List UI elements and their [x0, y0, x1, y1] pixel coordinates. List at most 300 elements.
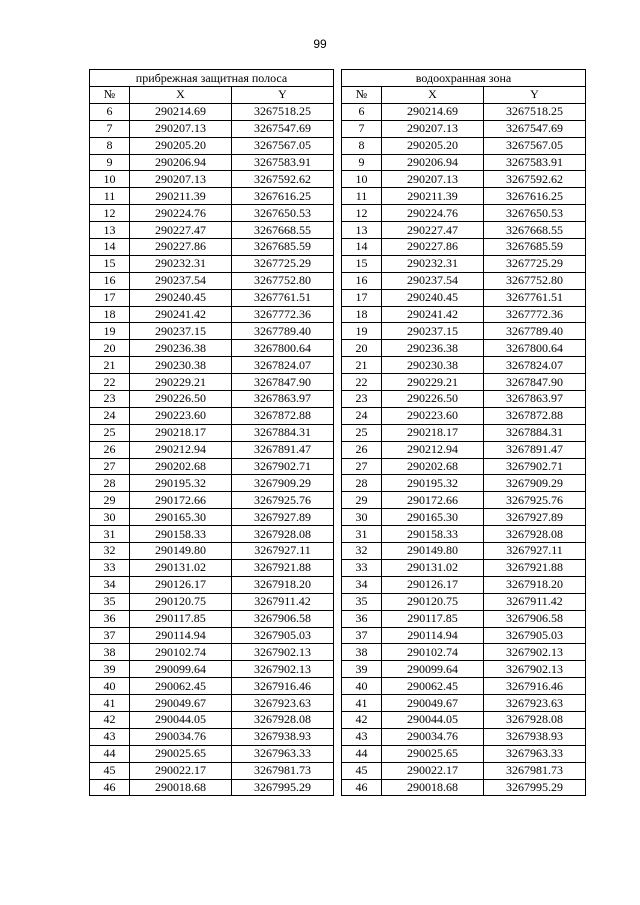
table-row [341, 289, 585, 306]
cell-number: 45 [341, 762, 381, 779]
table-row [341, 137, 585, 154]
table-row [341, 272, 585, 289]
cell-number: 10 [90, 171, 130, 188]
cell-number: 14 [90, 239, 130, 256]
cell-x: 290218.17 [130, 424, 232, 441]
table-row [341, 593, 585, 610]
cell-x: 290224.76 [381, 205, 483, 222]
cell-x: 290207.13 [381, 171, 483, 188]
cell-x: 290102.74 [381, 644, 483, 661]
table-row [341, 762, 585, 779]
cell-y: 3267547.69 [483, 120, 585, 137]
cell-x: 290240.45 [130, 289, 232, 306]
table-row [90, 559, 334, 576]
table-row [341, 458, 585, 475]
table-row [90, 492, 334, 509]
table-row [90, 644, 334, 661]
cell-number: 30 [341, 509, 381, 526]
cell-x: 290223.60 [130, 407, 232, 424]
table-row [90, 475, 334, 492]
table-row [90, 103, 334, 120]
cell-y: 3267925.76 [483, 492, 585, 509]
table-row [341, 323, 585, 340]
cell-x: 290044.05 [381, 711, 483, 728]
table-row [90, 374, 334, 391]
cell-number: 44 [90, 745, 130, 762]
cell-x: 290236.38 [381, 340, 483, 357]
cell-number: 38 [90, 644, 130, 661]
cell-y: 3267938.93 [232, 728, 334, 745]
cell-y: 3267891.47 [483, 441, 585, 458]
cell-y: 3267916.46 [483, 678, 585, 695]
cell-x: 290049.67 [381, 695, 483, 712]
cell-x: 290062.45 [381, 678, 483, 695]
cell-x: 290195.32 [130, 475, 232, 492]
table-row [90, 306, 334, 323]
cell-number: 30 [90, 509, 130, 526]
cell-number: 16 [341, 272, 381, 289]
cell-number: 19 [90, 323, 130, 340]
cell-y: 3267847.90 [232, 374, 334, 391]
table-row [341, 441, 585, 458]
cell-y: 3267685.59 [483, 239, 585, 256]
cell-number: 20 [90, 340, 130, 357]
cell-y: 3267872.88 [232, 407, 334, 424]
cell-x: 290018.68 [130, 779, 232, 796]
cell-y: 3267902.71 [232, 458, 334, 475]
cell-number: 13 [341, 222, 381, 239]
cell-x: 290236.38 [130, 340, 232, 357]
water-protection-zone-table [341, 69, 586, 796]
cell-x: 290062.45 [130, 678, 232, 695]
cell-number: 26 [90, 441, 130, 458]
cell-number: 22 [90, 374, 130, 391]
cell-x: 290237.54 [381, 272, 483, 289]
table-row [341, 205, 585, 222]
column-header-y: Y [232, 87, 334, 104]
cell-x: 290158.33 [381, 526, 483, 543]
cell-x: 290205.20 [381, 137, 483, 154]
cell-number: 24 [341, 407, 381, 424]
cell-y: 3267927.89 [483, 509, 585, 526]
cell-number: 21 [341, 357, 381, 374]
cell-number: 42 [90, 711, 130, 728]
cell-y: 3267911.42 [483, 593, 585, 610]
column-header-number: № [90, 87, 130, 104]
cell-y: 3267650.53 [483, 205, 585, 222]
cell-x: 290099.64 [381, 661, 483, 678]
cell-number: 28 [341, 475, 381, 492]
table-row [90, 458, 334, 475]
cell-number: 43 [90, 728, 130, 745]
cell-x: 290230.38 [381, 357, 483, 374]
cell-y: 3267752.80 [483, 272, 585, 289]
cell-x: 290240.45 [381, 289, 483, 306]
cell-number: 20 [341, 340, 381, 357]
cell-number: 17 [90, 289, 130, 306]
table-row [90, 171, 334, 188]
cell-x: 290126.17 [130, 576, 232, 593]
table-row [341, 627, 585, 644]
cell-x: 290207.13 [130, 171, 232, 188]
cell-x: 290229.21 [381, 374, 483, 391]
table-row [90, 610, 334, 627]
cell-x: 290018.68 [381, 779, 483, 796]
cell-y: 3267872.88 [483, 407, 585, 424]
cell-y: 3267583.91 [483, 154, 585, 171]
cell-x: 290214.69 [130, 103, 232, 120]
cell-y: 3267800.64 [232, 340, 334, 357]
table-row [90, 239, 334, 256]
cell-number: 14 [341, 239, 381, 256]
cell-x: 290224.76 [130, 205, 232, 222]
cell-number: 40 [341, 678, 381, 695]
cell-number: 41 [90, 695, 130, 712]
cell-number: 27 [341, 458, 381, 475]
cell-number: 34 [90, 576, 130, 593]
cell-y: 3267902.13 [483, 644, 585, 661]
table-row [90, 762, 334, 779]
cell-y: 3267905.03 [483, 627, 585, 644]
table-row [341, 678, 585, 695]
cell-y: 3267906.58 [232, 610, 334, 627]
table-row [341, 576, 585, 593]
table-row [90, 526, 334, 543]
cell-x: 290034.76 [381, 728, 483, 745]
cell-number: 40 [90, 678, 130, 695]
cell-number: 23 [90, 391, 130, 408]
table-row [341, 154, 585, 171]
cell-number: 45 [90, 762, 130, 779]
table-row [341, 661, 585, 678]
table-title-row [341, 70, 585, 87]
cell-y: 3267911.42 [232, 593, 334, 610]
coastal-protection-strip-table [89, 69, 334, 796]
cell-x: 290049.67 [130, 695, 232, 712]
cell-y: 3267918.20 [483, 576, 585, 593]
cell-number: 41 [341, 695, 381, 712]
cell-y: 3267925.76 [232, 492, 334, 509]
cell-number: 42 [341, 711, 381, 728]
cell-y: 3267902.71 [483, 458, 585, 475]
table-row [90, 391, 334, 408]
cell-number: 10 [341, 171, 381, 188]
cell-y: 3267824.07 [483, 357, 585, 374]
cell-number: 35 [90, 593, 130, 610]
cell-x: 290149.80 [381, 543, 483, 560]
cell-number: 15 [341, 255, 381, 272]
cell-y: 3267789.40 [483, 323, 585, 340]
table-row [341, 306, 585, 323]
cell-y: 3267891.47 [232, 441, 334, 458]
table-row [90, 222, 334, 239]
table-title: водоохранная зона [341, 70, 585, 87]
cell-x: 290120.75 [381, 593, 483, 610]
cell-number: 33 [341, 559, 381, 576]
cell-number: 31 [341, 526, 381, 543]
cell-number: 12 [90, 205, 130, 222]
cell-number: 33 [90, 559, 130, 576]
cell-x: 290241.42 [381, 306, 483, 323]
cell-x: 290102.74 [130, 644, 232, 661]
cell-x: 290120.75 [130, 593, 232, 610]
cell-number: 17 [341, 289, 381, 306]
column-header-x: X [130, 87, 232, 104]
cell-x: 290195.32 [381, 475, 483, 492]
cell-y: 3267928.08 [232, 711, 334, 728]
cell-x: 290165.30 [381, 509, 483, 526]
cell-y: 3267725.29 [483, 255, 585, 272]
cell-number: 11 [90, 188, 130, 205]
cell-x: 290131.02 [130, 559, 232, 576]
table-row [341, 255, 585, 272]
cell-x: 290237.15 [381, 323, 483, 340]
cell-number: 15 [90, 255, 130, 272]
cell-x: 290237.54 [130, 272, 232, 289]
cell-x: 290149.80 [130, 543, 232, 560]
cell-y: 3267927.11 [232, 543, 334, 560]
cell-y: 3267761.51 [483, 289, 585, 306]
cell-x: 290114.94 [381, 627, 483, 644]
cell-x: 290126.17 [381, 576, 483, 593]
table-row [90, 711, 334, 728]
cell-x: 290158.33 [130, 526, 232, 543]
cell-x: 290034.76 [130, 728, 232, 745]
cell-x: 290099.64 [130, 661, 232, 678]
cell-y: 3267921.88 [483, 559, 585, 576]
table-row [90, 509, 334, 526]
table-row [341, 526, 585, 543]
table-row [90, 728, 334, 745]
cell-y: 3267789.40 [232, 323, 334, 340]
table-header-row [90, 87, 334, 104]
cell-x: 290211.39 [130, 188, 232, 205]
table-row [90, 289, 334, 306]
table-row [341, 171, 585, 188]
table-row [90, 576, 334, 593]
table-row [341, 610, 585, 627]
coordinate-tables [89, 69, 586, 796]
table-row [90, 661, 334, 678]
cell-number: 16 [90, 272, 130, 289]
cell-y: 3267772.36 [483, 306, 585, 323]
cell-number: 21 [90, 357, 130, 374]
cell-y: 3267928.08 [483, 711, 585, 728]
cell-x: 290117.85 [130, 610, 232, 627]
cell-number: 12 [341, 205, 381, 222]
cell-y: 3267772.36 [232, 306, 334, 323]
table-row [341, 559, 585, 576]
cell-number: 39 [90, 661, 130, 678]
cell-x: 290202.68 [130, 458, 232, 475]
cell-number: 46 [90, 779, 130, 796]
cell-x: 290232.31 [381, 255, 483, 272]
cell-y: 3267995.29 [483, 779, 585, 796]
table-row [90, 543, 334, 560]
table-row [341, 695, 585, 712]
cell-y: 3267923.63 [483, 695, 585, 712]
cell-number: 26 [341, 441, 381, 458]
cell-number: 32 [90, 543, 130, 560]
cell-number: 38 [341, 644, 381, 661]
cell-x: 290206.94 [130, 154, 232, 171]
table-row [90, 695, 334, 712]
cell-x: 290227.86 [130, 239, 232, 256]
cell-number: 34 [341, 576, 381, 593]
cell-y: 3267863.97 [232, 391, 334, 408]
cell-number: 43 [341, 728, 381, 745]
cell-x: 290022.17 [130, 762, 232, 779]
cell-y: 3267616.25 [483, 188, 585, 205]
table-row [90, 272, 334, 289]
cell-y: 3267909.29 [232, 475, 334, 492]
cell-x: 290212.94 [130, 441, 232, 458]
cell-y: 3267927.11 [483, 543, 585, 560]
table-header-row [341, 87, 585, 104]
table-row [90, 441, 334, 458]
cell-number: 18 [90, 306, 130, 323]
cell-y: 3267928.08 [232, 526, 334, 543]
cell-number: 18 [341, 306, 381, 323]
cell-y: 3267905.03 [232, 627, 334, 644]
cell-number: 44 [341, 745, 381, 762]
cell-number: 23 [341, 391, 381, 408]
column-header-number: № [341, 87, 381, 104]
cell-y: 3267927.89 [232, 509, 334, 526]
cell-number: 35 [341, 593, 381, 610]
cell-x: 290227.47 [381, 222, 483, 239]
table-row [90, 357, 334, 374]
cell-x: 290230.38 [130, 357, 232, 374]
cell-number: 6 [341, 103, 381, 120]
cell-y: 3267668.55 [483, 222, 585, 239]
table-row [90, 137, 334, 154]
cell-number: 32 [341, 543, 381, 560]
cell-y: 3267902.13 [483, 661, 585, 678]
cell-number: 36 [341, 610, 381, 627]
table-row [341, 424, 585, 441]
table-row [90, 424, 334, 441]
cell-x: 290025.65 [130, 745, 232, 762]
cell-y: 3267752.80 [232, 272, 334, 289]
table-row [341, 711, 585, 728]
table-row [341, 779, 585, 796]
cell-number: 25 [341, 424, 381, 441]
table-row [341, 357, 585, 374]
cell-x: 290202.68 [381, 458, 483, 475]
cell-y: 3267923.63 [232, 695, 334, 712]
cell-y: 3267916.46 [232, 678, 334, 695]
table-row [341, 492, 585, 509]
cell-y: 3267518.25 [483, 103, 585, 120]
cell-x: 290172.66 [130, 492, 232, 509]
cell-number: 25 [90, 424, 130, 441]
cell-x: 290223.60 [381, 407, 483, 424]
cell-number: 29 [90, 492, 130, 509]
cell-x: 290227.86 [381, 239, 483, 256]
cell-number: 28 [90, 475, 130, 492]
table-row [90, 340, 334, 357]
table-row [90, 154, 334, 171]
table-row [90, 593, 334, 610]
table-row [341, 188, 585, 205]
cell-number: 8 [341, 137, 381, 154]
cell-y: 3267921.88 [232, 559, 334, 576]
table-row [341, 374, 585, 391]
cell-y: 3267884.31 [483, 424, 585, 441]
cell-y: 3267909.29 [483, 475, 585, 492]
table-gap [334, 69, 341, 796]
table-row [90, 678, 334, 695]
table-row [90, 188, 334, 205]
cell-y: 3267918.20 [232, 576, 334, 593]
cell-x: 290212.94 [381, 441, 483, 458]
cell-number: 29 [341, 492, 381, 509]
table-row [341, 745, 585, 762]
cell-y: 3267592.62 [483, 171, 585, 188]
cell-y: 3267938.93 [483, 728, 585, 745]
cell-x: 290114.94 [130, 627, 232, 644]
cell-number: 9 [341, 154, 381, 171]
cell-x: 290022.17 [381, 762, 483, 779]
cell-number: 13 [90, 222, 130, 239]
cell-x: 290131.02 [381, 559, 483, 576]
cell-x: 290227.47 [130, 222, 232, 239]
cell-y: 3267592.62 [232, 171, 334, 188]
cell-x: 290237.15 [130, 323, 232, 340]
table-row [341, 543, 585, 560]
cell-y: 3267616.25 [232, 188, 334, 205]
cell-x: 290044.05 [130, 711, 232, 728]
table-row [341, 391, 585, 408]
cell-y: 3267902.13 [232, 644, 334, 661]
cell-x: 290207.13 [130, 120, 232, 137]
cell-number: 37 [341, 627, 381, 644]
cell-y: 3267761.51 [232, 289, 334, 306]
cell-y: 3267547.69 [232, 120, 334, 137]
cell-y: 3267928.08 [483, 526, 585, 543]
table-row [341, 222, 585, 239]
table-title: прибрежная защитная полоса [90, 70, 334, 87]
column-header-x: X [381, 87, 483, 104]
table-row [341, 407, 585, 424]
cell-number: 9 [90, 154, 130, 171]
cell-x: 290205.20 [130, 137, 232, 154]
cell-y: 3267567.05 [483, 137, 585, 154]
table-row [341, 120, 585, 137]
cell-y: 3267906.58 [483, 610, 585, 627]
table-title-row [90, 70, 334, 87]
cell-x: 290172.66 [381, 492, 483, 509]
table-row [90, 627, 334, 644]
cell-x: 290226.50 [130, 391, 232, 408]
table-row [341, 103, 585, 120]
cell-y: 3267800.64 [483, 340, 585, 357]
cell-x: 290229.21 [130, 374, 232, 391]
table-row [90, 407, 334, 424]
cell-y: 3267981.73 [232, 762, 334, 779]
cell-number: 7 [341, 120, 381, 137]
table-row [90, 120, 334, 137]
cell-number: 22 [341, 374, 381, 391]
cell-number: 11 [341, 188, 381, 205]
cell-y: 3267902.13 [232, 661, 334, 678]
cell-x: 290232.31 [130, 255, 232, 272]
table-row [341, 509, 585, 526]
cell-number: 7 [90, 120, 130, 137]
cell-x: 290206.94 [381, 154, 483, 171]
cell-y: 3267995.29 [232, 779, 334, 796]
